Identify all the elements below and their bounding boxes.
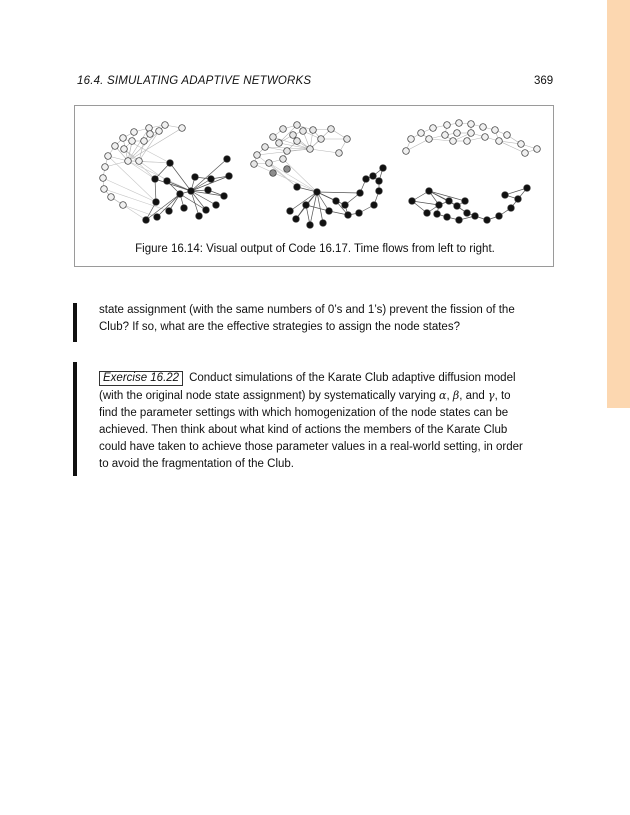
figure-16-14 [74,105,554,267]
network-node-black [446,198,453,205]
text-line [99,387,546,405]
network-node-white [156,128,163,135]
network-node-white [456,120,463,127]
network-node-white [105,153,112,160]
network-node-white [450,138,457,145]
network-node-black [434,211,441,218]
network-node-white [294,122,301,129]
network-node-gray [284,166,291,173]
network-node-black [192,174,199,181]
network-node-white [125,158,132,165]
network-node-black [444,214,451,221]
network-node-black [196,213,203,220]
network-node-black [293,216,300,223]
left-margin-bar-2 [73,362,77,476]
network-node-black [371,202,378,209]
network-node-black [462,198,469,205]
network-node-black [188,188,195,195]
text-line: Club? If so, what are the effective strategies to assign the node states? [99,321,460,333]
text-line [99,370,546,387]
network-node-white [444,122,451,129]
network-node-white [179,125,186,132]
network-node-black [164,178,171,185]
network-node-black [484,217,491,224]
network-node-black [177,191,184,198]
network-node-white [290,132,297,139]
network-node-black [314,189,321,196]
network-node-black [515,196,522,203]
network-node-black [320,220,327,227]
network-node-white [418,130,425,137]
network-node-black [380,165,387,172]
network-node-white [430,125,437,132]
network-node-black [208,176,215,183]
paragraph-question-continued [99,302,546,336]
page-number: 369 [534,75,554,87]
network-node-white [146,125,153,132]
network-node-white [100,175,107,182]
network-edge-cross [269,163,317,192]
network-node-black [303,202,310,209]
network-node-white [276,140,283,147]
network-node-white [284,148,291,155]
network-node-white [102,164,109,171]
network-node-white [468,130,475,137]
math-alpha: α [439,389,447,402]
network-node-black [508,205,515,212]
network-node-black [226,173,233,180]
network-node-white [336,150,343,157]
network-node-white [318,136,325,143]
text-fragment: , and [459,390,489,402]
network-node-white [120,202,127,209]
network-node-black [287,208,294,215]
network-node-white [162,122,169,129]
network-node-white [534,146,541,153]
network-node-white [480,124,487,131]
network-edge-black [155,179,191,191]
exercise-text: Conduct simulations of the Karate Club adaptive diffusion model [189,372,516,384]
network-node-white [496,138,503,145]
network-node-white [101,186,108,193]
running-header-title: 16.4. SIMULATING ADAPTIVE NETWORKS [77,75,312,87]
network-node-black [357,190,364,197]
network-node-white [280,126,287,133]
network-edge-white [310,149,339,153]
network-node-black [424,210,431,217]
network-node-white [522,150,529,157]
network-node-white [518,141,525,148]
text-line: find the parameter settings with which homogenization of the node states can be [99,407,509,419]
network-node-black [502,192,509,199]
network-edge-black [146,194,180,220]
network-edge-black [317,192,360,193]
network-node-black [426,188,433,195]
network-node-white [464,138,471,145]
network-node-white [262,144,269,151]
side-thumb-tab [607,0,630,408]
network-node-white [310,127,317,134]
network-node-white [136,158,143,165]
network-node-white [482,134,489,141]
exercise-16-22 [99,370,546,473]
network-node-white [328,126,335,133]
network-edge-cross [104,189,169,211]
network-node-white [266,160,273,167]
network-node-white [504,132,511,139]
network-node-white [408,136,415,143]
network-node-black [376,188,383,195]
network-node-black [496,213,503,220]
network-node-black [345,212,352,219]
network-node-black [524,185,531,192]
network-node-white [403,148,410,155]
network-node-white [121,146,128,153]
network-node-white [108,194,115,201]
network-node-white [300,128,307,135]
network-node-black [454,203,461,210]
text-line: could have taken to achieve those parameter values in a real-world setting, in order [99,441,523,453]
network-edge-cross [257,155,297,187]
math-beta: β [452,389,460,402]
network-node-white [468,121,475,128]
exercise-label: Exercise 16.22 [99,371,183,386]
network-edge-cross [128,161,155,179]
text-fragment: , [446,390,453,402]
network-node-black [166,208,173,215]
network-node-black [472,213,479,220]
network-node-black [154,214,161,221]
network-node-black [326,208,333,215]
network-node-white [129,138,136,145]
network-node-black [224,156,231,163]
text-line: state assignment (with the same numbers of 0’s and 1’s) prevent the fission of the [99,304,515,316]
network-node-black [436,202,443,209]
network-node-white [344,136,351,143]
network-node-black [376,178,383,185]
network-node-white [147,131,154,138]
network-node-black [370,173,377,180]
math-gamma: γ [488,389,495,402]
network-node-black [356,210,363,217]
network-node-white [307,146,314,153]
network-node-black [181,205,188,212]
network-node-white [270,134,277,141]
network-node-black [167,160,174,167]
network-node-white [131,129,138,136]
network-figure [75,106,555,241]
network-node-white [112,143,119,150]
network-node-white [442,132,449,139]
network-node-white [254,152,261,159]
figure-caption: Figure 16.14: Visual output of Code 16.17. Time flows from left to right. [135,243,495,255]
network-node-black [221,193,228,200]
network-node-black [456,217,463,224]
network-node-gray [270,170,277,177]
network-node-black [307,222,314,229]
network-node-black [294,184,301,191]
network-node-white [280,156,287,163]
network-node-white [120,135,127,142]
network-node-white [492,127,499,134]
text-fragment: (with the original node state assignment) by systematically varying [99,390,440,402]
network-node-black [205,187,212,194]
network-node-black [213,202,220,209]
network-node-black [153,199,160,206]
network-node-black [333,198,340,205]
network-node-black [152,176,159,183]
text-line: to avoid the fragmentation of the Club. [99,458,294,470]
text-fragment: , to [494,390,511,402]
network-node-white [426,136,433,143]
text-line: achieved. Then think about what kind of actions the members of the Karate Club [99,424,508,436]
network-node-black [342,202,349,209]
network-node-white [251,161,258,168]
network-node-black [203,207,210,214]
network-node-white [141,138,148,145]
network-node-black [409,198,416,205]
network-edge-cross [128,161,191,191]
network-node-black [143,217,150,224]
left-margin-bar-1 [73,303,77,342]
network-node-white [294,138,301,145]
network-node-black [464,210,471,217]
network-node-black [363,176,370,183]
network-node-white [454,130,461,137]
